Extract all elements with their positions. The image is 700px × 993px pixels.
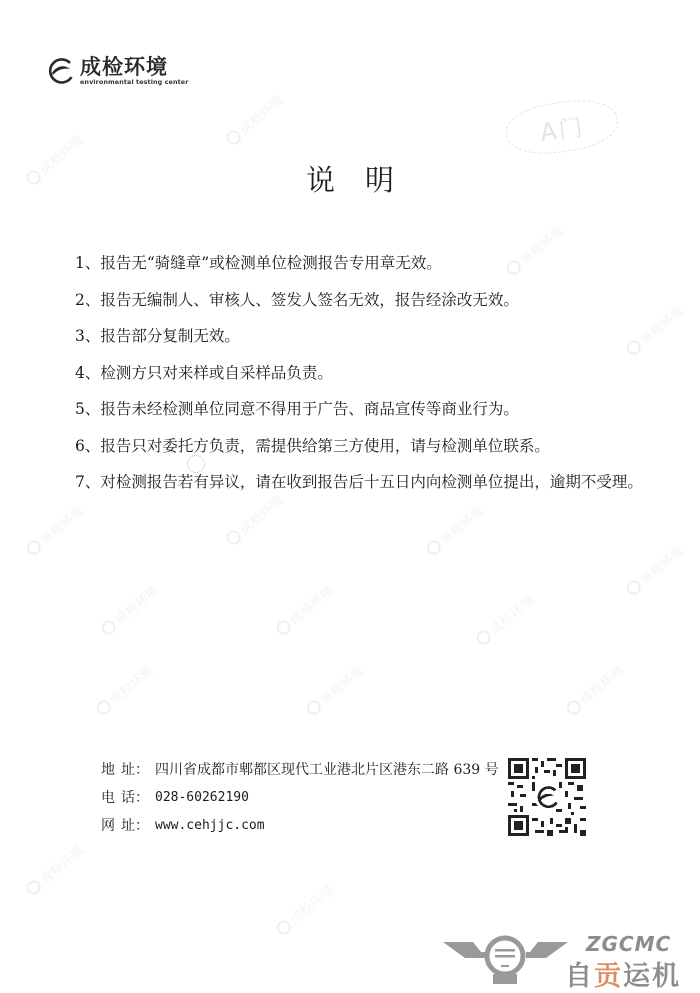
small-seal-mark (187, 455, 205, 473)
watermark: 成检环境 (272, 580, 337, 639)
watermark: 成检环境 (92, 660, 157, 719)
address-value: 四川省成都市郫都区现代工业港北片区港东二路 639 号 (155, 762, 499, 778)
watermark-logo-icon (24, 877, 44, 897)
note-item: 7、对检测报告若有异议，请在收到报告后十五日内向检测单位提出，逾期不受理。 (75, 473, 643, 491)
note-item: 3、报告部分复制无效。 (75, 327, 240, 345)
phone-value: 028-60262190 (155, 790, 249, 805)
note-item: 1、报告无“骑缝章”或检测单位检测报告专用章无效。 (75, 254, 442, 272)
watermark: 成检环境 (422, 500, 487, 559)
note-item: 6、报告只对委托方负责，需提供给第三方使用，请与检测单位联系。 (75, 436, 550, 455)
page-title: 说明 (305, 163, 424, 197)
watermark-logo-icon (304, 697, 324, 717)
watermark: 成检环境 (562, 660, 627, 719)
watermark: 成检环境 (622, 300, 687, 359)
watermark-logo-icon (274, 917, 294, 937)
phone-label: 电 话： (101, 790, 149, 806)
address-label: 地 址： (101, 762, 149, 778)
watermark-logo-icon (224, 127, 244, 147)
watermark-logo-icon (624, 577, 644, 597)
watermark-logo-icon (24, 537, 44, 557)
qr-code-icon (508, 758, 586, 836)
watermark: 成检环境 (222, 490, 287, 549)
contact-info (101, 760, 499, 844)
watermark-logo-icon (224, 527, 244, 547)
watermark: 成检环境 (502, 220, 567, 279)
watermark-logo-icon (564, 697, 584, 717)
logo-english-name: environmental testing center (80, 78, 189, 86)
brand-english: ZGCMC (586, 932, 672, 956)
website-value: www.cehjjc.com (155, 818, 265, 833)
watermark: 成检环境 (622, 540, 687, 599)
note-item: 4、检测方只对来样或自采样品负责。 (75, 363, 333, 382)
watermark: 成检环境 (302, 660, 367, 719)
watermark: 成检环境 (472, 590, 537, 649)
watermark-logo-icon (474, 627, 494, 647)
watermark: 成检环境 (22, 130, 87, 189)
watermark: 成检环境 (22, 840, 87, 899)
watermark: 成检环境 (97, 580, 162, 639)
phone-row (101, 788, 499, 816)
website-label: 网 址： (101, 818, 149, 834)
watermark-logo-icon (99, 617, 119, 637)
watermark: 成检环境 (22, 500, 87, 559)
brand-chinese: 自贡运机 (565, 961, 681, 992)
logo-e-icon (46, 56, 76, 86)
footer-brand-logo (443, 932, 693, 992)
stamp-text: A门 (538, 112, 587, 147)
notes-list (75, 252, 643, 508)
company-logo (46, 56, 188, 86)
watermark-logo-icon (424, 537, 444, 557)
watermark-logo-icon (274, 617, 294, 637)
note-item: 2、报告无编制人、审核人、签发人签名无效，报告经涂改无效。 (75, 290, 519, 309)
address-row (101, 760, 499, 788)
watermark-logo-icon (94, 697, 114, 717)
watermark: 成检环境 (272, 880, 337, 939)
brand-emblem-icon (443, 932, 568, 988)
logo-chinese-name: 成检环境 (80, 55, 168, 79)
faint-stamp (503, 94, 621, 159)
website-row (101, 816, 499, 844)
note-item: 5、报告未经检测单位同意不得用于广告、商品宣传等商业行为。 (75, 400, 519, 418)
watermark: 成检环境 (222, 90, 287, 149)
